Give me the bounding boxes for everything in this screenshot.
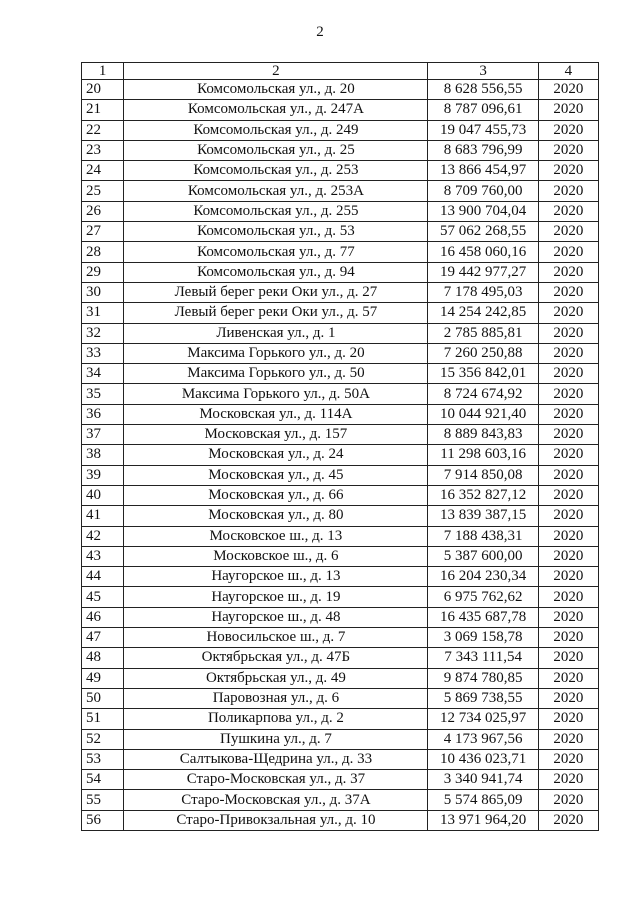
address-cell: Ливенская ул., д. 1	[124, 323, 428, 343]
address-cell: Максима Горького ул., д. 20	[124, 343, 428, 363]
row-number-cell: 34	[82, 364, 124, 384]
address-cell: Максима Горького ул., д. 50А	[124, 384, 428, 404]
column-header-address: 2	[124, 63, 428, 80]
table-row	[82, 323, 599, 343]
address-cell: Старо-Московская ул., д. 37А	[124, 790, 428, 810]
year-cell: 2020	[538, 303, 598, 323]
address-cell: Левый берег реки Оки ул., д. 27	[124, 282, 428, 302]
address-cell: Октябрьская ул., д. 49	[124, 668, 428, 688]
row-number-cell: 56	[82, 810, 124, 830]
year-cell: 2020	[538, 526, 598, 546]
amount-cell: 16 204 230,34	[428, 567, 538, 587]
address-cell: Комсомольская ул., д. 255	[124, 201, 428, 221]
year-cell: 2020	[538, 729, 598, 749]
row-number-cell: 36	[82, 404, 124, 424]
row-number-cell: 35	[82, 384, 124, 404]
address-cell: Поликарпова ул., д. 2	[124, 709, 428, 729]
address-cell: Салтыкова-Щедрина ул., д. 33	[124, 749, 428, 769]
row-number-cell: 28	[82, 242, 124, 262]
amount-cell: 5 574 865,09	[428, 790, 538, 810]
row-number-cell: 27	[82, 222, 124, 242]
amount-cell: 16 458 060,16	[428, 242, 538, 262]
amount-cell: 7 260 250,88	[428, 343, 538, 363]
row-number-cell: 38	[82, 445, 124, 465]
table-row	[82, 465, 599, 485]
table-row	[82, 201, 599, 221]
year-cell: 2020	[538, 567, 598, 587]
table-row	[82, 262, 599, 282]
table-row	[82, 120, 599, 140]
year-cell: 2020	[538, 668, 598, 688]
year-cell: 2020	[538, 242, 598, 262]
table-row	[82, 485, 599, 505]
year-cell: 2020	[538, 343, 598, 363]
table-row	[82, 607, 599, 627]
amount-cell: 7 914 850,08	[428, 465, 538, 485]
table-row	[82, 181, 599, 201]
address-cell: Октябрьская ул., д. 47Б	[124, 648, 428, 668]
table-row	[82, 80, 599, 100]
amount-cell: 57 062 268,55	[428, 222, 538, 242]
amount-cell: 8 628 556,55	[428, 80, 538, 100]
amount-cell: 2 785 885,81	[428, 323, 538, 343]
amount-cell: 5 869 738,55	[428, 688, 538, 708]
row-number-cell: 33	[82, 343, 124, 363]
amount-cell: 14 254 242,85	[428, 303, 538, 323]
amount-cell: 13 866 454,97	[428, 161, 538, 181]
address-cell: Московская ул., д. 24	[124, 445, 428, 465]
row-number-cell: 47	[82, 628, 124, 648]
amount-cell: 19 442 977,27	[428, 262, 538, 282]
row-number-cell: 37	[82, 425, 124, 445]
row-number-cell: 55	[82, 790, 124, 810]
year-cell: 2020	[538, 120, 598, 140]
address-cell: Старо-Привокзальная ул., д. 10	[124, 810, 428, 830]
address-cell: Комсомольская ул., д. 25	[124, 140, 428, 160]
table-header-row	[82, 63, 599, 80]
address-cell: Комсомольская ул., д. 53	[124, 222, 428, 242]
amount-cell: 8 889 843,83	[428, 425, 538, 445]
year-cell: 2020	[538, 80, 598, 100]
address-cell: Паровозная ул., д. 6	[124, 688, 428, 708]
amount-cell: 13 900 704,04	[428, 201, 538, 221]
registry-table	[81, 62, 599, 831]
address-cell: Новосильское ш., д. 7	[124, 628, 428, 648]
address-cell: Комсомольская ул., д. 249	[124, 120, 428, 140]
address-cell: Комсомольская ул., д. 253А	[124, 181, 428, 201]
amount-cell: 12 734 025,97	[428, 709, 538, 729]
table-row	[82, 425, 599, 445]
year-cell: 2020	[538, 709, 598, 729]
year-cell: 2020	[538, 770, 598, 790]
year-cell: 2020	[538, 465, 598, 485]
year-cell: 2020	[538, 587, 598, 607]
year-cell: 2020	[538, 323, 598, 343]
address-cell: Наугорское ш., д. 19	[124, 587, 428, 607]
table-row	[82, 668, 599, 688]
amount-cell: 16 352 827,12	[428, 485, 538, 505]
address-cell: Комсомольская ул., д. 77	[124, 242, 428, 262]
address-cell: Комсомольская ул., д. 253	[124, 161, 428, 181]
address-cell: Максима Горького ул., д. 50	[124, 364, 428, 384]
year-cell: 2020	[538, 546, 598, 566]
table-row	[82, 445, 599, 465]
table-row	[82, 140, 599, 160]
row-number-cell: 43	[82, 546, 124, 566]
column-header-year: 4	[538, 63, 598, 80]
row-number-cell: 51	[82, 709, 124, 729]
year-cell: 2020	[538, 485, 598, 505]
row-number-cell: 40	[82, 485, 124, 505]
table-row	[82, 242, 599, 262]
address-cell: Левый берег реки Оки ул., д. 57	[124, 303, 428, 323]
row-number-cell: 41	[82, 506, 124, 526]
address-cell: Московская ул., д. 114А	[124, 404, 428, 424]
address-cell: Наугорское ш., д. 48	[124, 607, 428, 627]
address-cell: Комсомольская ул., д. 20	[124, 80, 428, 100]
row-number-cell: 31	[82, 303, 124, 323]
table-row	[82, 303, 599, 323]
amount-cell: 8 724 674,92	[428, 384, 538, 404]
table-body	[82, 80, 599, 831]
amount-cell: 8 683 796,99	[428, 140, 538, 160]
table-row	[82, 404, 599, 424]
year-cell: 2020	[538, 262, 598, 282]
address-cell: Московское ш., д. 6	[124, 546, 428, 566]
address-cell: Наугорское ш., д. 13	[124, 567, 428, 587]
table-row	[82, 648, 599, 668]
table-row	[82, 709, 599, 729]
table-row	[82, 364, 599, 384]
year-cell: 2020	[538, 648, 598, 668]
table-row	[82, 222, 599, 242]
row-number-cell: 50	[82, 688, 124, 708]
year-cell: 2020	[538, 749, 598, 769]
table-row	[82, 770, 599, 790]
year-cell: 2020	[538, 100, 598, 120]
amount-cell: 11 298 603,16	[428, 445, 538, 465]
address-cell: Старо-Московская ул., д. 37	[124, 770, 428, 790]
year-cell: 2020	[538, 425, 598, 445]
table-row	[82, 161, 599, 181]
table-row	[82, 790, 599, 810]
amount-cell: 15 356 842,01	[428, 364, 538, 384]
table-row	[82, 628, 599, 648]
year-cell: 2020	[538, 506, 598, 526]
year-cell: 2020	[538, 181, 598, 201]
amount-cell: 3 069 158,78	[428, 628, 538, 648]
row-number-cell: 25	[82, 181, 124, 201]
year-cell: 2020	[538, 222, 598, 242]
row-number-cell: 29	[82, 262, 124, 282]
row-number-cell: 42	[82, 526, 124, 546]
table-row	[82, 546, 599, 566]
row-number-cell: 26	[82, 201, 124, 221]
amount-cell: 13 839 387,15	[428, 506, 538, 526]
year-cell: 2020	[538, 688, 598, 708]
row-number-cell: 22	[82, 120, 124, 140]
year-cell: 2020	[538, 404, 598, 424]
amount-cell: 7 178 495,03	[428, 282, 538, 302]
row-number-cell: 45	[82, 587, 124, 607]
address-cell: Комсомольская ул., д. 247А	[124, 100, 428, 120]
address-cell: Московская ул., д. 45	[124, 465, 428, 485]
amount-cell: 5 387 600,00	[428, 546, 538, 566]
row-number-cell: 30	[82, 282, 124, 302]
amount-cell: 9 874 780,85	[428, 668, 538, 688]
amount-cell: 16 435 687,78	[428, 607, 538, 627]
row-number-cell: 52	[82, 729, 124, 749]
table-row	[82, 384, 599, 404]
row-number-cell: 24	[82, 161, 124, 181]
year-cell: 2020	[538, 628, 598, 648]
year-cell: 2020	[538, 445, 598, 465]
row-number-cell: 39	[82, 465, 124, 485]
amount-cell: 10 436 023,71	[428, 749, 538, 769]
table-row	[82, 729, 599, 749]
amount-cell: 13 971 964,20	[428, 810, 538, 830]
amount-cell: 6 975 762,62	[428, 587, 538, 607]
year-cell: 2020	[538, 810, 598, 830]
amount-cell: 7 188 438,31	[428, 526, 538, 546]
row-number-cell: 44	[82, 567, 124, 587]
amount-cell: 10 044 921,40	[428, 404, 538, 424]
address-cell: Московское ш., д. 13	[124, 526, 428, 546]
row-number-cell: 46	[82, 607, 124, 627]
table-row	[82, 282, 599, 302]
address-cell: Московская ул., д. 66	[124, 485, 428, 505]
year-cell: 2020	[538, 161, 598, 181]
column-header-number: 1	[82, 63, 124, 80]
table-row	[82, 506, 599, 526]
row-number-cell: 54	[82, 770, 124, 790]
column-header-amount: 3	[428, 63, 538, 80]
table-row	[82, 810, 599, 830]
row-number-cell: 23	[82, 140, 124, 160]
amount-cell: 4 173 967,56	[428, 729, 538, 749]
row-number-cell: 21	[82, 100, 124, 120]
row-number-cell: 48	[82, 648, 124, 668]
amount-cell: 8 709 760,00	[428, 181, 538, 201]
table-row	[82, 343, 599, 363]
year-cell: 2020	[538, 607, 598, 627]
row-number-cell: 53	[82, 749, 124, 769]
page-number: 2	[316, 24, 324, 40]
address-cell: Комсомольская ул., д. 94	[124, 262, 428, 282]
year-cell: 2020	[538, 790, 598, 810]
amount-cell: 19 047 455,73	[428, 120, 538, 140]
year-cell: 2020	[538, 201, 598, 221]
row-number-cell: 49	[82, 668, 124, 688]
year-cell: 2020	[538, 282, 598, 302]
table-row	[82, 526, 599, 546]
year-cell: 2020	[538, 140, 598, 160]
table-row	[82, 749, 599, 769]
row-number-cell: 20	[82, 80, 124, 100]
address-cell: Московская ул., д. 157	[124, 425, 428, 445]
table-row	[82, 567, 599, 587]
table-row	[82, 688, 599, 708]
amount-cell: 7 343 111,54	[428, 648, 538, 668]
table-row	[82, 587, 599, 607]
year-cell: 2020	[538, 384, 598, 404]
row-number-cell: 32	[82, 323, 124, 343]
amount-cell: 8 787 096,61	[428, 100, 538, 120]
table-row	[82, 100, 599, 120]
address-cell: Московская ул., д. 80	[124, 506, 428, 526]
year-cell: 2020	[538, 364, 598, 384]
address-cell: Пушкина ул., д. 7	[124, 729, 428, 749]
amount-cell: 3 340 941,74	[428, 770, 538, 790]
